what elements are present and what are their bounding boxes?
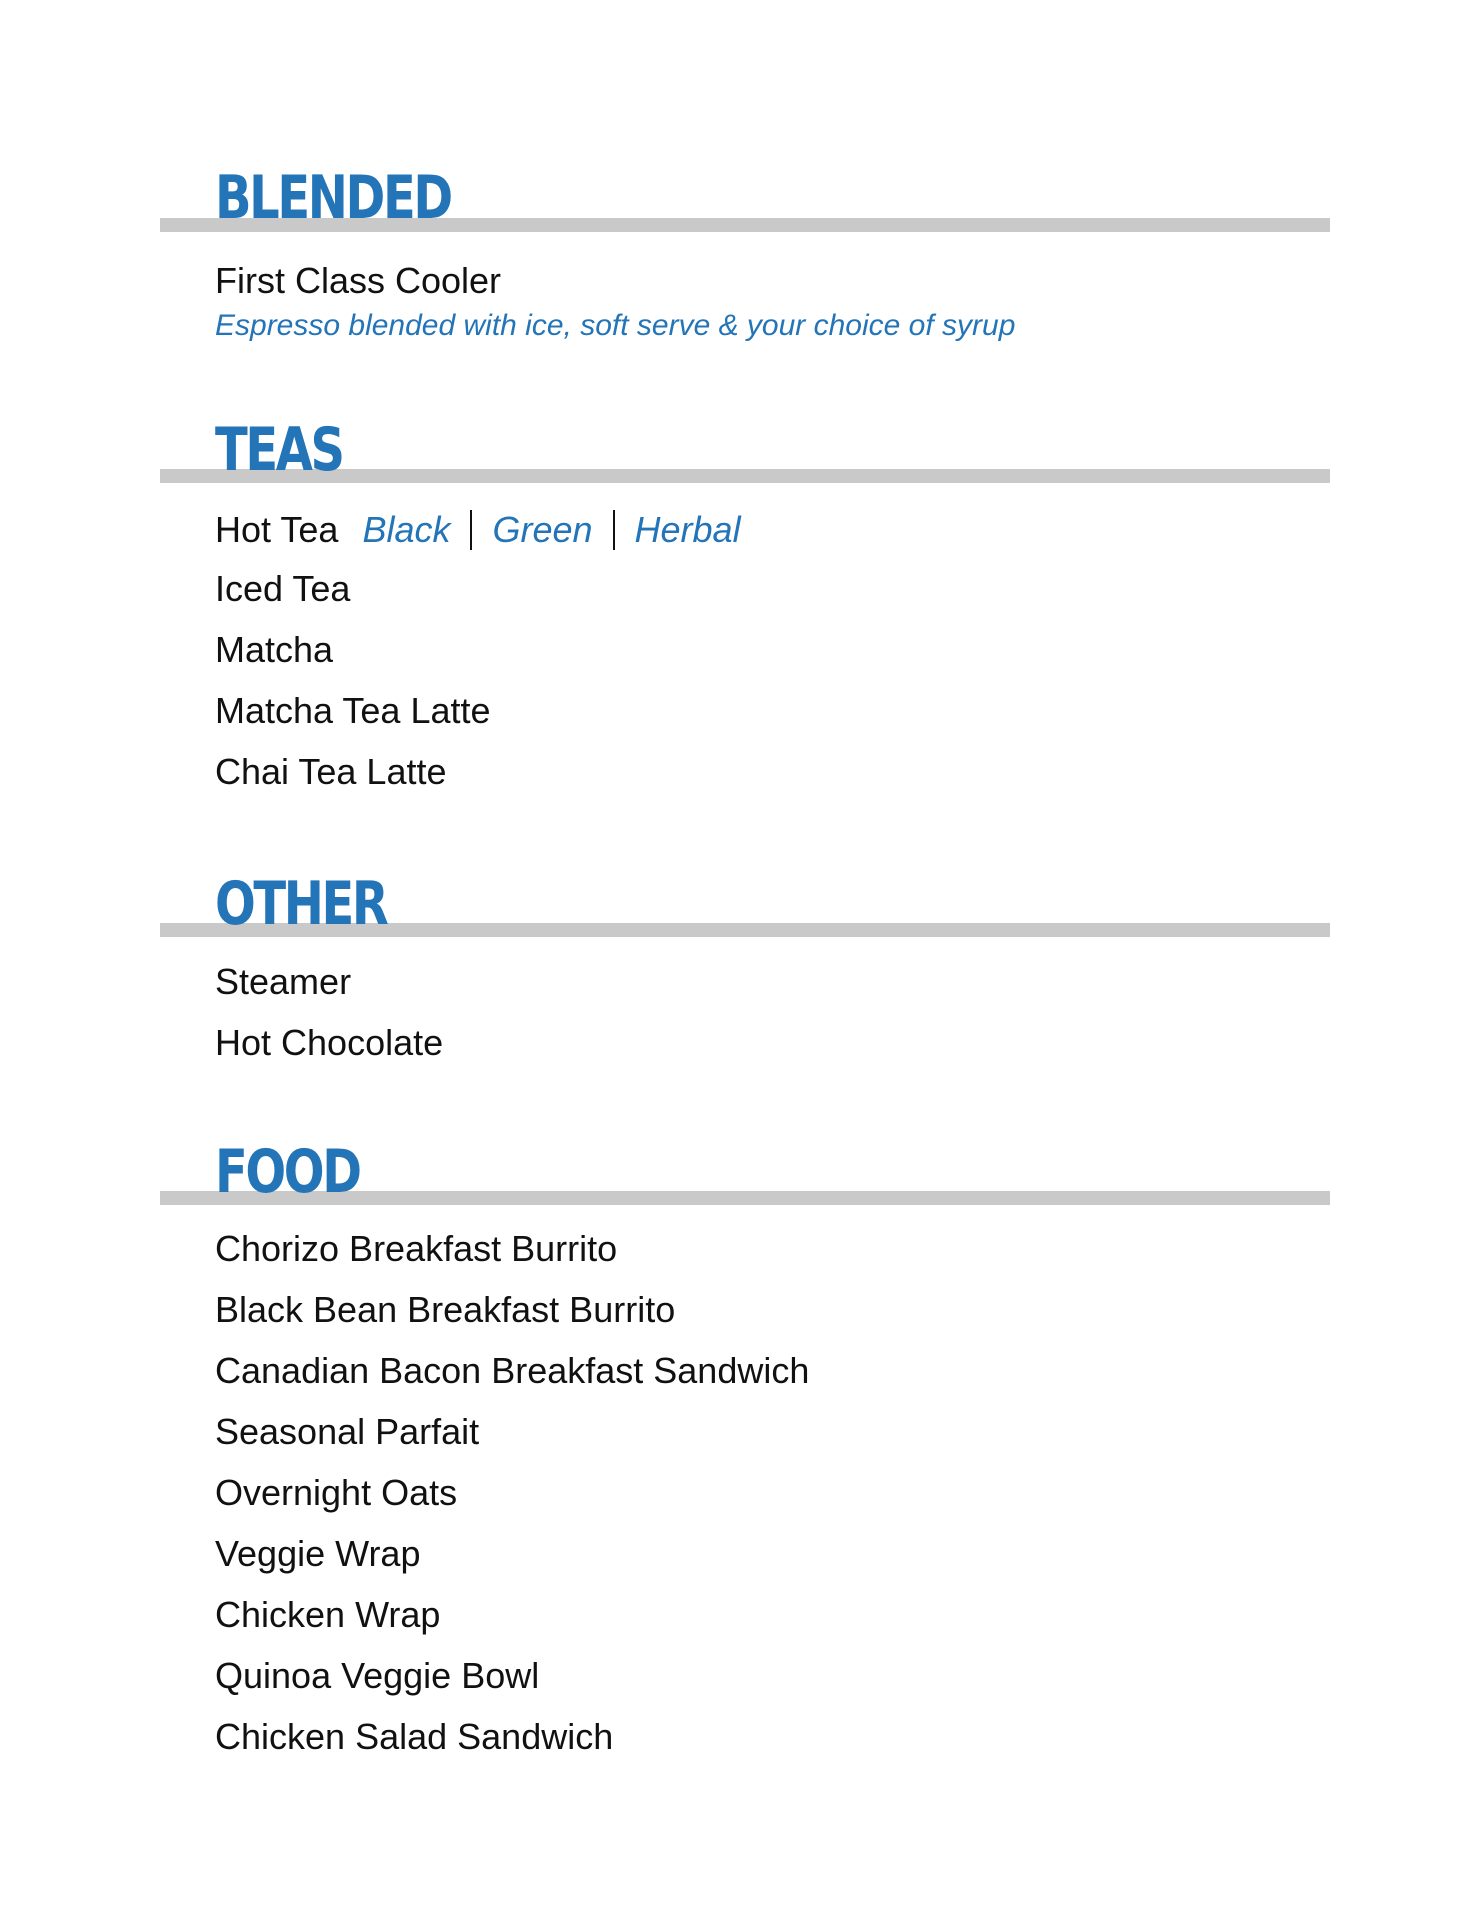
menu-item: Chicken Salad Sandwich [215,1716,614,1757]
tea-option-green: Green [492,509,593,550]
section-heading-food: FOOD [215,1137,360,1207]
menu-item: Hot Chocolate [215,1022,444,1063]
menu-item: Iced Tea [215,568,351,609]
menu-item-description: Espresso blended with ice, soft serve & your choice of syrup [215,309,1016,342]
section-heading-other: OTHER [215,869,387,939]
menu-item: Seasonal Parfait [215,1411,480,1452]
menu-item-hot-tea [215,510,741,550]
section-heading-blended: BLENDED [215,163,451,233]
menu-item: Canadian Bacon Breakfast Sandwich [215,1350,810,1391]
menu-item: First Class Cooler [215,260,502,301]
menu-item: Matcha [215,629,334,670]
section-heading-teas: TEAS [215,415,343,485]
menu-item: Chorizo Breakfast Burrito [215,1228,618,1269]
option-separator [613,510,615,550]
menu-item: Chicken Wrap [215,1594,441,1635]
menu-item: Steamer [215,961,352,1002]
tea-option-herbal: Herbal [634,509,741,550]
menu-item: Veggie Wrap [215,1533,421,1574]
menu-item: Matcha Tea Latte [215,690,491,731]
tea-option-black: Black [362,509,451,550]
menu-item: Chai Tea Latte [215,751,447,792]
menu-item: Quinoa Veggie Bowl [215,1655,540,1696]
menu-item: Black Bean Breakfast Burrito [215,1289,676,1330]
menu-item: Overnight Oats [215,1472,458,1513]
option-separator [470,510,472,550]
menu-item-name: Hot Tea [215,509,339,550]
